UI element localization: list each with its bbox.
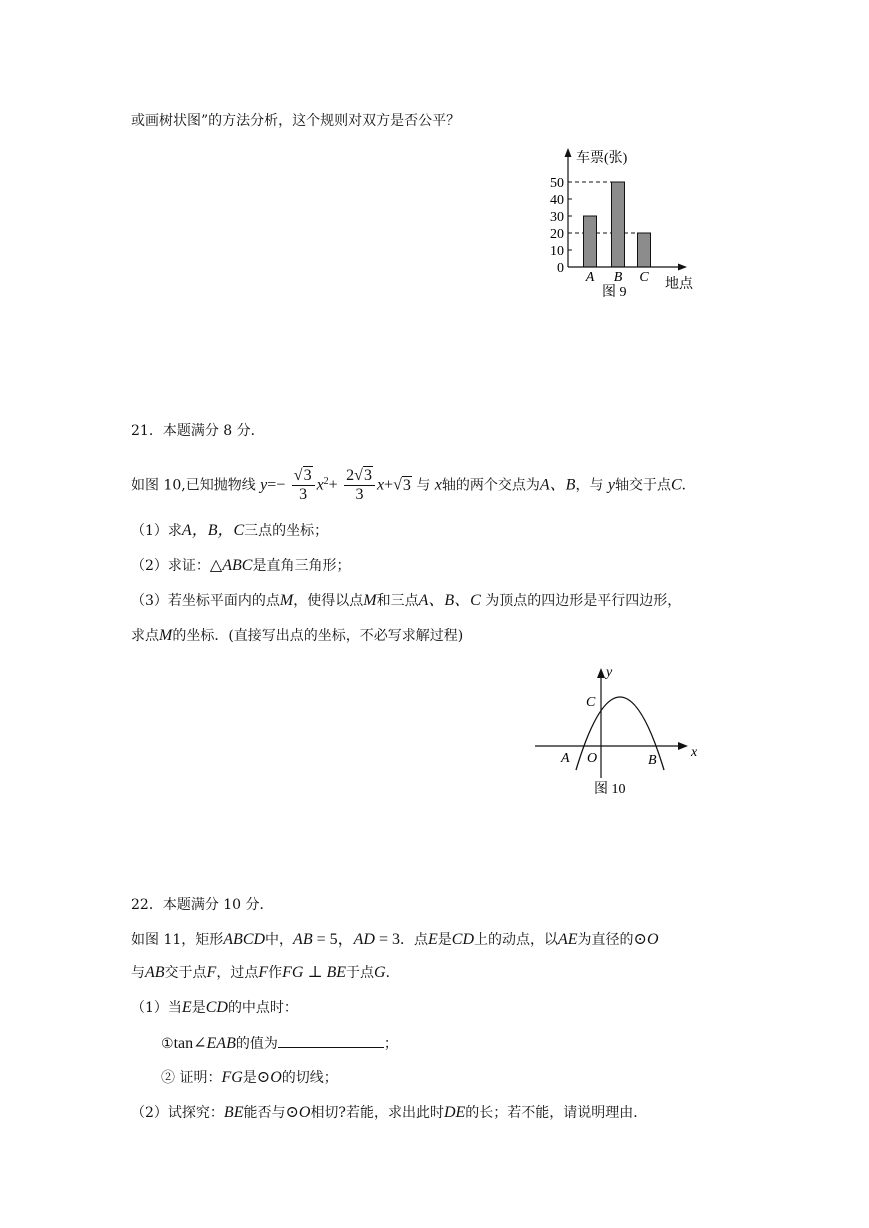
question-21-stem xyxy=(131,460,696,504)
q21-plus-a: + xyxy=(328,476,338,494)
fig10-label-C: C xyxy=(586,695,596,710)
q21-y-axis-var: y xyxy=(607,476,615,494)
q21-stem-text-1: 与 xyxy=(416,477,431,494)
question-22-subpart-2: ② 证明：FG是⊙O的切线； xyxy=(161,1069,338,1086)
q21-den-a: 3 xyxy=(299,486,308,504)
fig9-x-axis-arrow xyxy=(678,264,687,271)
question-22-part-1: （1）当E是CD的中点时： xyxy=(131,999,298,1016)
q21-x-axis-var: x xyxy=(434,476,442,494)
fig9-x-label: 地点 xyxy=(665,277,693,292)
fig9-ytick-label: 10 xyxy=(550,244,564,259)
q21-p1-points: A，B，C xyxy=(181,522,245,539)
fig9-y-axis-arrow xyxy=(565,148,572,157)
q21-p3-M: M xyxy=(279,592,294,609)
fig9-ytick-label: 20 xyxy=(550,227,564,242)
fig9-caption: 图 9 xyxy=(602,285,627,300)
q21-plus-b: + xyxy=(384,476,394,494)
fig10-caption: 图 10 xyxy=(594,782,626,797)
fig9-ytick-label: 0 xyxy=(557,261,564,276)
question-21-part-1: （1）求A，B，C三点的坐标； xyxy=(131,522,329,539)
q21-p3-ABC: A、B、C xyxy=(418,592,481,609)
q21-stem-text-2: 轴的两个交点为 xyxy=(441,477,540,494)
q21-fraction-sqrt3-over-3: $\frac{√3}{3}$ xyxy=(292,467,315,504)
circle-dot-icon: ⊙ xyxy=(285,1104,299,1121)
q21-stem-text-4: 轴交于点 xyxy=(615,477,671,494)
fig9-ytick-label: 30 xyxy=(550,210,564,225)
question-22-subpart-1: ①tan∠EAB的值为 ； xyxy=(161,1035,398,1052)
q21-sqrt3-c: √3 xyxy=(393,476,411,494)
fig9-y-label: 车票(张) xyxy=(576,151,628,166)
fig10-label-A: A xyxy=(561,751,570,766)
circle-dot-icon: ⊙ xyxy=(256,1069,271,1086)
question-22-header: 22．本题满分 10 分． xyxy=(131,897,274,913)
fig9-bar-B xyxy=(612,182,625,267)
q21-points-AB: A、B xyxy=(539,476,576,494)
circle-dot-icon: ⊙ xyxy=(633,931,647,948)
q21-fraction-2sqrt3-over-3: $\frac{2√3}{3}$ xyxy=(344,467,375,504)
question-21-header: 21．本题满分 8 分． xyxy=(131,423,265,439)
q21-stem-end: ． xyxy=(681,477,696,494)
question-21-part-3: （3）若坐标平面内的点M，使得以点M和三点A、B、C 为顶点的四边形是平行四边形， xyxy=(131,592,682,609)
question-22-part-2: （2）试探究：BE能否与⊙O相切?若能，求出此时DE的长；若不能，请说明理由． xyxy=(131,1104,648,1121)
question-20-tail: 或画树状图”的方法分析，这个规则对双方是否公平？ xyxy=(131,113,461,129)
fig9-bar-C xyxy=(638,233,651,267)
q21-var-x: x xyxy=(376,476,385,494)
fig9-category-label-A: A xyxy=(585,270,595,285)
q21-stem-text-3: ，与 xyxy=(575,477,604,494)
figure-9-bar-chart xyxy=(540,140,720,300)
question-21-part-2: （2）求证：△ABC是直角三角形； xyxy=(131,557,351,574)
fig10-label-y: y xyxy=(606,665,613,680)
fig9-ytick-label: 40 xyxy=(550,193,564,208)
q21-p2-triangle: △ABC xyxy=(209,557,253,574)
fig9-bar-A xyxy=(584,216,597,267)
fig10-y-axis-arrow xyxy=(597,668,605,678)
fig10-label-B: B xyxy=(648,753,657,768)
q21-equals-minus: =− xyxy=(267,476,286,494)
fig10-x-axis-arrow xyxy=(678,742,688,750)
fig10-label-O: O xyxy=(587,751,598,766)
fig9-category-label-B: B xyxy=(613,270,623,285)
q21-sqrt3-a: 3 xyxy=(303,467,312,485)
question-22-stem-line-1: 如图 11，矩形ABCD中，AB = 5，AD = 3．点E是CD上的动点，以AE为直径的⊙O xyxy=(131,931,659,948)
q21-exponent-2: 2 xyxy=(323,476,329,487)
q21-p4-M: M xyxy=(159,627,173,644)
q21-var-x-squared: x xyxy=(316,476,324,494)
answer-blank[interactable] xyxy=(278,1033,384,1048)
fig9-category-label-C: C xyxy=(639,270,649,285)
q21-point-C: C xyxy=(671,476,682,494)
figure-10-parabola xyxy=(530,660,710,805)
q21-var-y: y xyxy=(260,476,268,494)
fig10-label-x: x xyxy=(691,745,698,760)
q21-stem-prefix: 如图 10,已知抛物线 xyxy=(131,477,256,494)
question-22-stem-line-2: 与AB交于点F，过点F作FG ⊥ BE于点G． xyxy=(131,964,400,981)
fig9-ytick-label: 50 xyxy=(550,176,564,191)
question-21-part-3-continued: 求点M的坐标．(直接写出点的坐标，不必写求解过程) xyxy=(131,627,464,644)
